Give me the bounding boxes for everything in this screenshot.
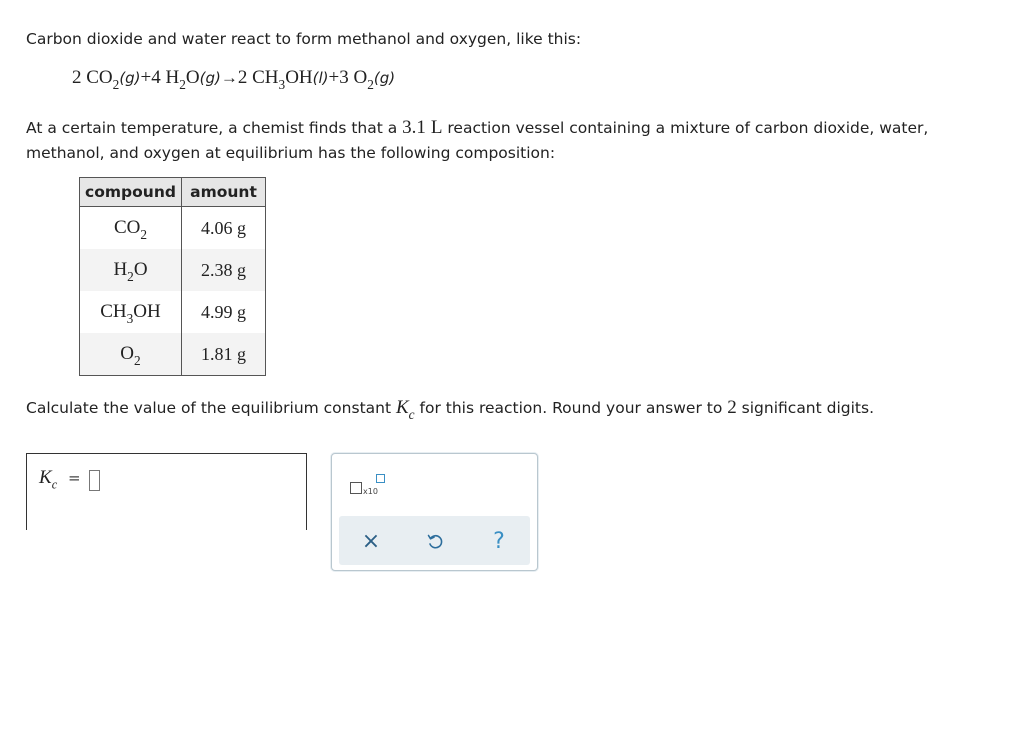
clear-icon: ×	[361, 528, 381, 554]
volume-unit: L	[430, 117, 443, 138]
header-compound: compound	[80, 178, 182, 207]
kc-symbol: $K_c$	[395, 397, 415, 422]
x10-icon[interactable]	[350, 474, 390, 500]
base-box	[350, 482, 362, 494]
undo-icon	[426, 532, 444, 550]
intro-text: Carbon dioxide and water react to form methanol and oxygen, like this:	[26, 30, 582, 48]
header-amount: amount	[182, 178, 266, 207]
product-ch3oh: $CH_3OH(l)$	[252, 67, 329, 92]
tool-bar	[339, 516, 530, 565]
amount-cell: 2.38 g	[182, 249, 266, 291]
undo-button[interactable]	[419, 526, 451, 556]
reaction-equation	[72, 64, 395, 92]
x10-label: x10	[363, 487, 378, 496]
clear-button[interactable]	[355, 526, 387, 556]
composition-table	[79, 177, 266, 376]
compound-cell: $O_2$	[80, 333, 182, 376]
plus-sign: +	[328, 67, 340, 88]
tool-panel	[331, 453, 538, 571]
answer-area	[26, 453, 307, 530]
amount-cell: 4.99 g	[182, 291, 266, 333]
sig-digits: 2	[727, 397, 737, 418]
help-icon: ?	[493, 528, 505, 554]
coef-3: 2	[237, 67, 248, 88]
answer-input[interactable]	[89, 470, 100, 491]
compound-cell: $CH_3OH$	[80, 291, 182, 333]
plus-sign: +	[140, 67, 152, 88]
coef-2: 4	[151, 67, 161, 88]
table-row	[80, 207, 266, 250]
coef-4: 3	[339, 67, 349, 88]
compound-cell: $H_2O$	[80, 249, 182, 291]
exponent-box	[376, 474, 385, 483]
kc-label: $K_c$	[39, 467, 58, 492]
question-text: Calculate the value of the equilibrium constant $K_c$ for this reaction. Round your answer to 2 significant digits.	[26, 397, 875, 422]
amount-cell: 1.81 g	[182, 333, 266, 376]
coef-1: 2	[72, 67, 82, 88]
help-button[interactable]	[483, 526, 515, 556]
description-text: At a certain temperature, a chemist finds that a 3.1 L reaction vessel containing a mixture of carbon dioxide, water, methanol, and oxygen at equilibrium has the following composition:	[26, 117, 929, 162]
reactant-co2: $CO_2(g)$	[86, 67, 141, 92]
table-row	[80, 333, 266, 376]
equals-sign: =	[68, 469, 81, 487]
volume-value: 3.1	[402, 117, 426, 138]
table-row	[80, 249, 266, 291]
reactant-h2o: $H_2O(g)$	[165, 67, 221, 92]
table-row	[80, 291, 266, 333]
product-o2: $O_2(g)$	[353, 67, 396, 92]
compound-cell: $CO_2$	[80, 207, 182, 250]
reaction-arrow: →	[220, 68, 238, 87]
amount-cell: 4.06 g	[182, 207, 266, 250]
